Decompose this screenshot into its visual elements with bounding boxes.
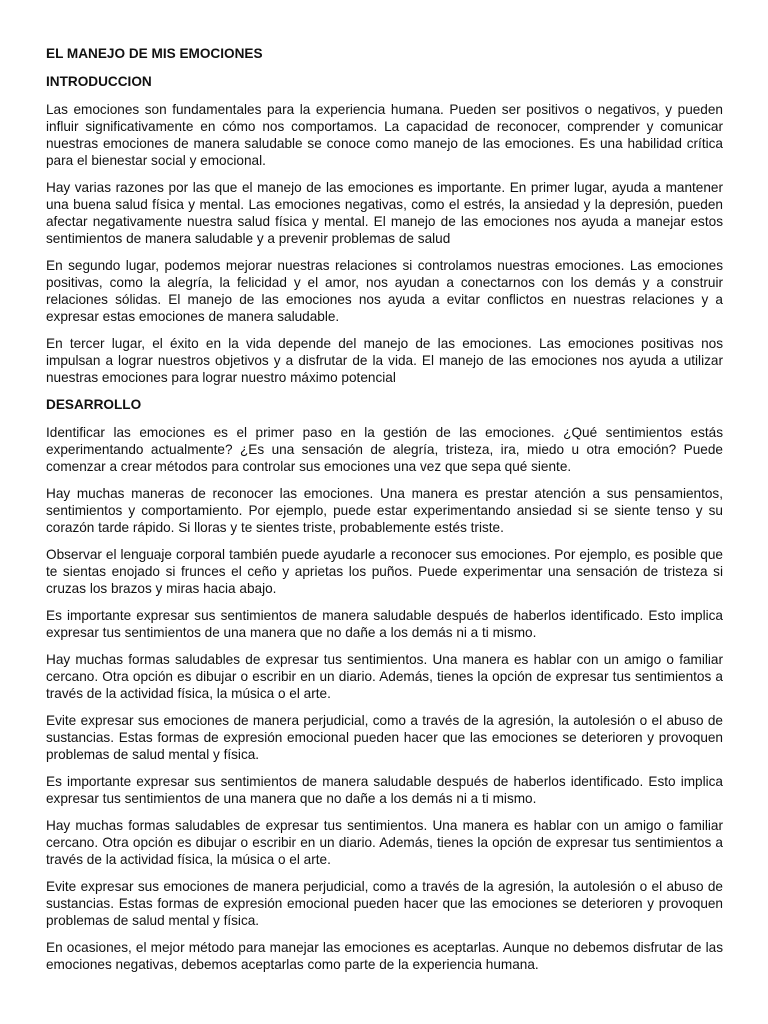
introduction-heading: INTRODUCCION xyxy=(46,74,152,89)
dev-paragraph-7: Es importante expresar sus sentimientos de manera saludable después de haberlos identificado. Esto implica expresar tus sentimientos de una manera que no dañe a los demás ni a ti mismo. xyxy=(46,774,723,806)
development-heading: DESARROLLO xyxy=(46,397,142,412)
intro-paragraph-1: Las emociones son fundamentales para la experiencia humana. Pueden ser positivos o negativos, y pueden influir significativamente en cómo nos comportamos. La capacidad de reconocer, comprender y comunicar nuestras emociones de manera saludable se conoce como manejo de las emociones. Es una habilidad crítica para el bienestar social y emocional. xyxy=(46,102,723,168)
document-title: EL MANEJO DE MIS EMOCIONES xyxy=(46,46,263,61)
dev-paragraph-9: Evite expresar sus emociones de manera perjudicial, como a través de la agresión, la autolesión o el abuso de sustancias. Estas formas de expresión emocional pueden hacer que las emociones se deterioren y provoquen problemas de salud mental y física. xyxy=(46,879,723,928)
dev-paragraph-3: Observar el lenguaje corporal también puede ayudarle a reconocer sus emociones. Por ejemplo, es posible que te sientas enojado si frunces el ceño y aprietas los puños. Puede experimentar una sensación de tristeza si cruzas los brazos y miras hacia abajo. xyxy=(46,547,723,596)
dev-paragraph-2: Hay muchas maneras de reconocer las emociones. Una manera es prestar atención a sus pensamientos, sentimientos y comportamiento. Por ejemplo, puede estar experimentando ansiedad si se siente tenso y su corazón tarde rápido. Si lloras y te sientes triste, probablemente estés triste. xyxy=(46,486,723,535)
intro-paragraph-2: Hay varias razones por las que el manejo de las emociones es importante. En primer lugar, ayuda a mantener una buena salud física y mental. Las emociones negativas, como el estrés, la ansiedad y la depresión, pueden afectar negativamente nuestra salud física y mental. El manejo de las emociones nos ayuda a manejar estos sentimientos de manera saludable y a prevenir problemas de salud xyxy=(46,180,723,246)
dev-paragraph-10: En ocasiones, el mejor método para manejar las emociones es aceptarlas. Aunque no debemos disfrutar de las emociones negativas, debemos aceptarlas como parte de la experiencia humana. xyxy=(46,940,723,972)
dev-paragraph-1: Identificar las emociones es el primer paso en la gestión de las emociones. ¿Qué sentimientos estás experimentando actualmente? ¿Es una sensación de alegría, tristeza, ira, miedo u otra emoción? Puede comenzar a crear métodos para controlar sus emociones una vez que sepa qué siente. xyxy=(46,425,723,474)
document-page xyxy=(46,45,723,983)
dev-paragraph-4: Es importante expresar sus sentimientos de manera saludable después de haberlos identificado. Esto implica expresar tus sentimientos de una manera que no dañe a los demás ni a ti mismo. xyxy=(46,608,723,640)
dev-paragraph-8: Hay muchas formas saludables de expresar tus sentimientos. Una manera es hablar con un amigo o familiar cercano. Otra opción es dibujar o escribir en un diario. Además, tienes la opción de expresar tus sentimientos a través de la actividad física, la música o el arte. xyxy=(46,818,723,867)
intro-paragraph-4: En tercer lugar, el éxito en la vida depende del manejo de las emociones. Las emociones positivas nos impulsan a lograr nuestros objetivos y a disfrutar de la vida. El manejo de las emociones nos ayuda a utilizar nuestras emociones para lograr nuestro máximo potencial xyxy=(46,336,723,385)
dev-paragraph-5: Hay muchas formas saludables de expresar tus sentimientos. Una manera es hablar con un amigo o familiar cercano. Otra opción es dibujar o escribir en un diario. Además, tienes la opción de expresar tus sentimientos a través de la actividad física, la música o el arte. xyxy=(46,652,723,701)
intro-paragraph-3: En segundo lugar, podemos mejorar nuestras relaciones si controlamos nuestras emociones. Las emociones positivas, como la alegría, la felicidad y el amor, nos ayudan a conectarnos con los demás y a construir relaciones sólidas. El manejo de las emociones nos ayuda a evitar conflictos en nuestras relaciones y a expresar estas emociones de manera saludable. xyxy=(46,258,723,324)
dev-paragraph-6: Evite expresar sus emociones de manera perjudicial, como a través de la agresión, la autolesión o el abuso de sustancias. Estas formas de expresión emocional pueden hacer que las emociones se deterioren y provoquen problemas de salud mental y física. xyxy=(46,713,723,762)
